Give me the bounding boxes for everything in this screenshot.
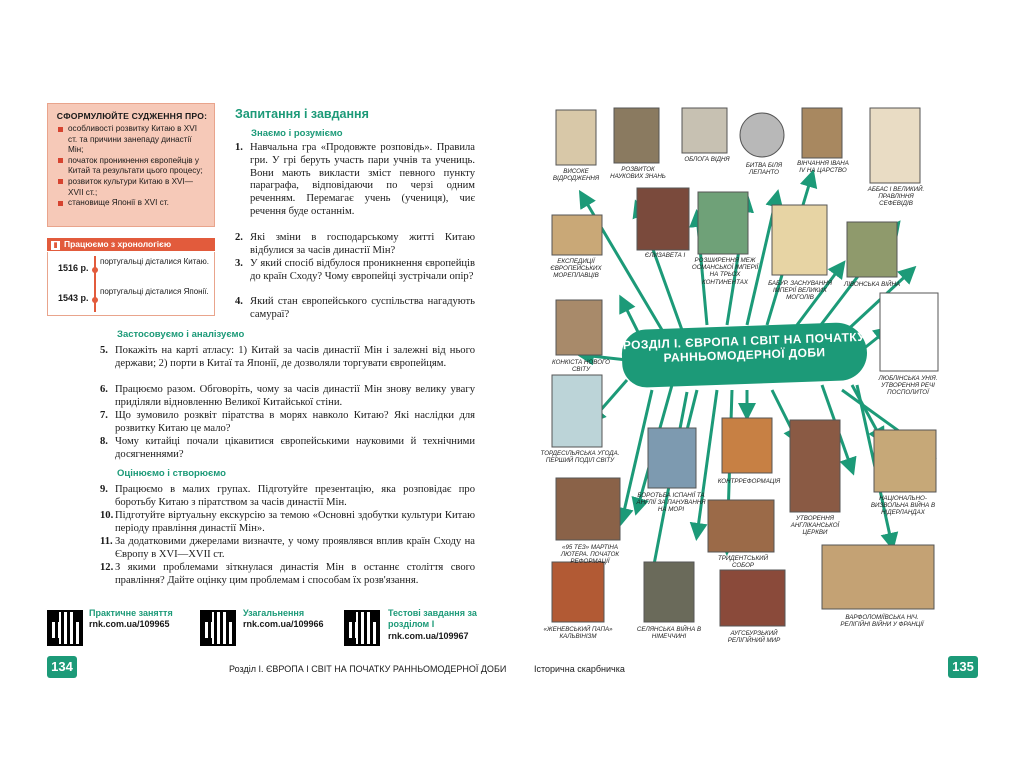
section-evaluate: Оцінюємо і створюємо [117, 468, 226, 479]
task-number: 10. [100, 510, 114, 521]
tasks-title: Запитання і завдання [235, 107, 369, 121]
caption: АУГСБУРЗЬКИЙ РЕЛІГІЙНИЙ МИР [727, 630, 781, 645]
chronology-header [47, 238, 215, 251]
opinion-item: розвиток культури Китаю в XVI—XVII ст.; [56, 177, 208, 198]
chronology-year: 1543 р. [58, 293, 89, 303]
opinion-item: становище Японії в XVI ст. [56, 198, 208, 209]
task-item [235, 296, 475, 322]
chronology-box [47, 252, 215, 316]
right-page [512, 0, 1024, 768]
task-item [100, 562, 475, 588]
qr-code[interactable] [344, 610, 380, 646]
qr-label: Тестові завдання за розділом І [388, 608, 477, 629]
qr-link[interactable]: rnk.com.ua/109966 [243, 619, 324, 629]
caption: «95 ТЕЗ» МАРТІНА ЛЮТЕРА. ПОЧАТОК РЕФОРМАЦІЇ [560, 544, 620, 566]
caption: ВАРФОЛОМІЇВСЬКА НІЧ. РЕЛІГІЙНІ ВІЙНИ У ФРАНЦІЇ [840, 614, 924, 629]
qr-label: Практичне заняття [89, 608, 173, 618]
timeline-dot [92, 297, 98, 303]
task-number: 12. [100, 562, 114, 573]
section-know: Знаємо і розуміємо [251, 128, 343, 139]
qr-link[interactable]: rnk.com.ua/109965 [89, 619, 170, 629]
caption: НАЦІОНАЛЬНО-ВИЗВОЛЬНА ВІЙНА В НІДЕРЛАНДАХ [870, 495, 936, 517]
task-number: 3. [235, 258, 243, 269]
task-number: 1. [235, 142, 243, 153]
running-footer: Розділ І. ЄВРОПА І СВІТ НА ПОЧАТКУ РАННЬОМОДЕРНОЇ ДОБИ [229, 664, 507, 674]
task-number: 6. [100, 384, 108, 395]
caption: УТВОРЕННЯ АНГЛІКАНСЬКОЇ ЦЕРКВИ [790, 515, 840, 537]
task-item [100, 384, 475, 410]
task-text: Покажіть на карті атласу: 1) Китай за часів династії Мін і залежні від нього держави; 2) порти в Китаї та Японії, де дозволяли торгувати європейцям. [115, 345, 475, 369]
task-item [100, 510, 475, 536]
opinion-item: особливості розвитку Китаю в XVI ст. та причини занепаду династії Мін; [56, 124, 208, 156]
running-footer: Історична скарбничка [534, 664, 625, 674]
qr-code[interactable] [47, 610, 83, 646]
caption: ВІНЧАННЯ ІВАНА IV НА ЦАРСТВО [797, 160, 849, 175]
task-text: З якими проблемами зіткнулася династія Мін в останнє століття свого правління? Дайте оцінку цим проблемам і способам їх розв'язання. [115, 562, 475, 586]
chronology-event: португальці дісталися Японії. [100, 287, 209, 296]
opinion-box [47, 103, 215, 227]
task-number: 4. [235, 296, 243, 307]
caption: ЛЮБЛІНСЬКА УНІЯ. УТВОРЕННЯ РЕЧІ ПОСПОЛИТОЇ [878, 375, 938, 397]
chronology-year: 1516 р. [58, 263, 89, 273]
caption: БАБУР. ЗАСНУВАННЯ ІМПЕРІЇ ВЕЛИКИХ МОГОЛІВ [768, 280, 832, 302]
section-apply: Застосовуємо і аналізуємо [117, 329, 245, 340]
opinion-title: СФОРМУЛЮЙТЕ СУДЖЕННЯ ПРО: [56, 111, 208, 121]
chronology-event: португальці дісталися Китаю. [100, 257, 209, 266]
qr-code[interactable] [200, 610, 236, 646]
caption: БИТВА БІЛЯ ЛЕПАНТО [745, 162, 783, 177]
qr-label: Узагальнення [243, 608, 305, 618]
task-item [100, 436, 475, 462]
chronology-row [48, 284, 216, 314]
caption: БОРОТЬБА ІСПАНІЇ ТА АНГЛІЇ ЗА ПАНУВАННЯ НА МОРІ [636, 492, 706, 514]
caption: ОБЛОГА ВІДНЯ [684, 156, 730, 163]
caption: ТРИДЕНТСЬКИЙ СОБОР [717, 555, 769, 570]
caption: ЕКСПЕДИЦІЇ ЄВРОПЕЙСЬКИХ МОРЕПЛАВЦІВ [550, 258, 602, 280]
task-text: За додатковими джерелами визначте, у чому проявлявся вплив країн Сходу на Європу в XVI—XVII ст. [115, 536, 475, 560]
caption: ВИСОКЕ ВІДРОДЖЕННЯ [552, 168, 600, 183]
caption: КОНТРРЕФОРМАЦІЯ [717, 478, 781, 485]
task-item [235, 232, 475, 258]
task-item [100, 484, 475, 510]
timeline-dot [92, 267, 98, 273]
task-text: Підготуйте віртуальну екскурсію за темою «Основні здобутки культури Китаю періоду правління династії Мін». [115, 510, 475, 534]
caption: ЛІВОНСЬКА ВІЙНА [843, 281, 901, 288]
task-number: 5. [100, 345, 108, 356]
opinion-list [56, 124, 208, 209]
task-item [235, 258, 475, 284]
mind-map [512, 0, 1024, 768]
chronology-row [48, 254, 216, 284]
center-banner: РОЗДІЛ І. ЄВРОПА І СВІТ НА ПОЧАТКУ РАННЬОМОДЕРНОЇ ДОБИ [621, 322, 868, 389]
task-item [100, 410, 475, 436]
task-text: Чому китайці почали цікавитися європейськими науковими й технічними досягненнями? [115, 436, 475, 460]
task-text: Працюємо разом. Обговоріть, чому за часів династії Мін знову велику увагу приділяли відновленню Великої Китайської стіни. [115, 384, 475, 408]
task-text: Який стан європейського суспільства нагадують самураї? [250, 296, 475, 320]
caption: РОЗВИТОК НАУКОВИХ ЗНАНЬ [610, 166, 666, 181]
caption: АББАС І ВЕЛИКИЙ. ПРАВЛІННЯ СЕФЕВІДІВ [867, 186, 925, 208]
task-item [235, 142, 475, 219]
task-number: 9. [100, 484, 108, 495]
opinion-item: початок проникнення європейців у Китай та результати цього процесу; [56, 156, 208, 177]
caption: КОНКІСТА НОВОГО СВІТУ [552, 359, 610, 374]
page-number: 135 [948, 656, 978, 678]
qr-link[interactable]: rnk.com.ua/109967 [388, 631, 469, 641]
task-text: Що зумовило розквіт піратства в морях навколо Китаю? Які наслідки для розвитку Китаю це мало? [115, 410, 475, 434]
task-text: Навчальна гра «Продовжте розповідь». Правила гри. У грі беруть участь пари учнів та учениць. Вони мають викласти зміст певного пункту параграфа, відповідаючи по черзі одним реченням. Перемагає учень (учениця), чиє речення буде останнім. [250, 142, 475, 217]
task-number: 11. [100, 536, 113, 547]
task-text: У який спосіб відбулося проникнення європейців до країн Сходу? Чому європейці зустрічали опір? [250, 258, 475, 282]
task-number: 8. [100, 436, 108, 447]
caption: СЕЛЯНСЬКА ВІЙНА В НІМЕЧЧИНІ [636, 626, 702, 641]
caption: «ЖЕНЕВСЬКИЙ ПАПА» КАЛЬВІНІЗМ [543, 626, 613, 641]
task-number: 2. [235, 232, 243, 243]
caption: ТОРДЕСІЛЬЯСЬКА УГОДА. ПЕРШИЙ ПОДІЛ СВІТУ [540, 450, 620, 465]
task-number: 7. [100, 410, 108, 421]
task-item [100, 536, 475, 562]
caption: ЄЛИЗАВЕТА І [644, 252, 686, 259]
task-item [100, 345, 475, 371]
caption: РОЗШИРЕННЯ МЕЖ ОСМАНСЬКОЇ ІМПЕРІЇ НА ТРЬОХ КОНТИНЕНТАХ [691, 257, 759, 286]
task-text: Працюємо в малих групах. Підготуйте презентацію, яка розповідає про боротьбу Китаю з піратством за часів династії Мін. [115, 484, 475, 508]
task-text: Які зміни в господарському житті Китаю відбулися за часів династії Мін? [250, 232, 475, 256]
page-number: 134 [47, 656, 77, 678]
chronology-icon: ▮ [51, 241, 60, 250]
chronology-title: Працюємо з хронологією [64, 239, 172, 249]
